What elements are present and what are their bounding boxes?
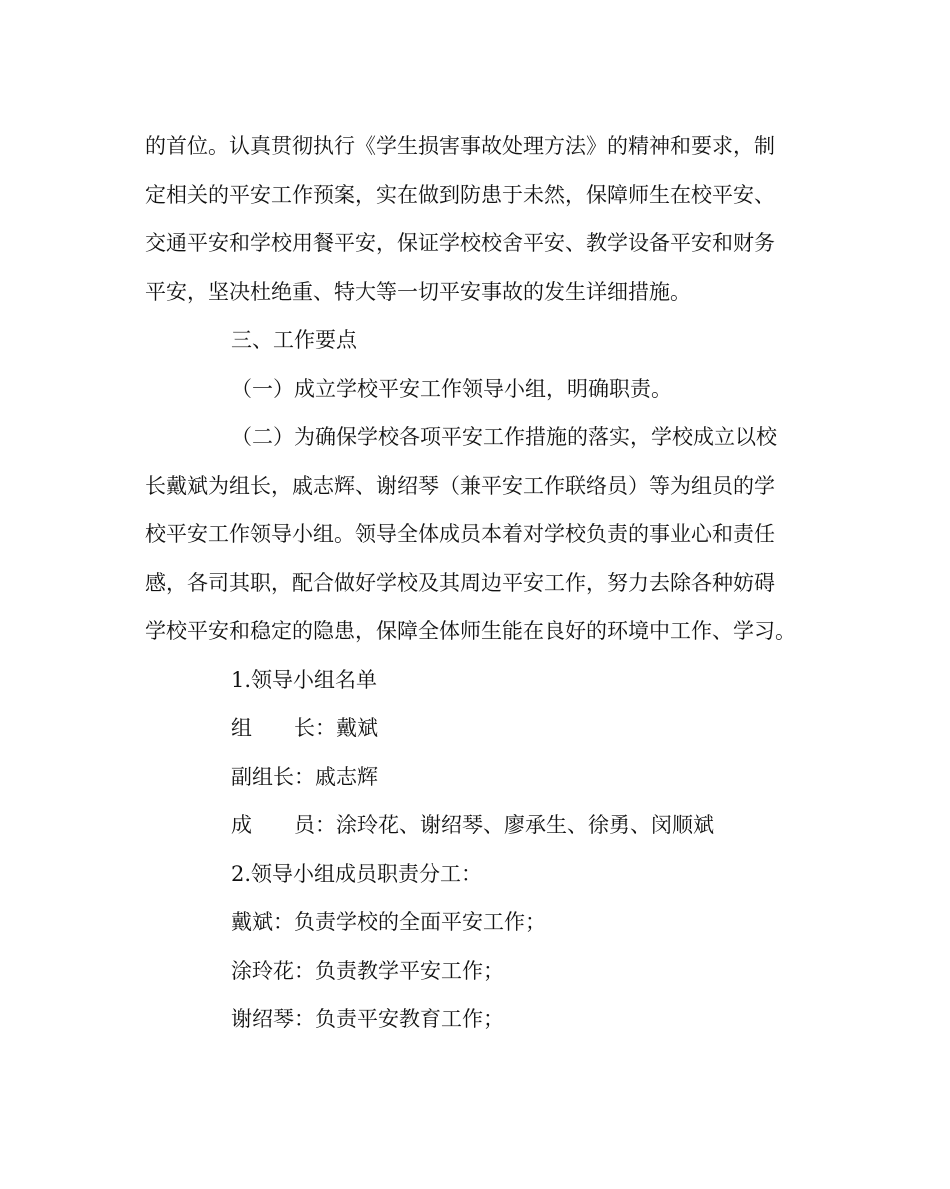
paragraph-line: 校平安工作领导小组。领导全体成员本着对学校负责的事业心和责任 [145,522,775,546]
list-item: 戴斌：负责学校的全面平安工作； [231,910,546,934]
paragraph-line: 学校平安和稳定的隐患，保障全体师生能在良好的环境中工作、学习。 [145,619,796,643]
paragraph-line: 定相关的平安工作预案，实在做到防患于未然，保障师生在校平安、 [145,182,775,207]
paragraph-line: （二）为确保学校各项平安工作措施的落实，学校成立以校 [231,425,777,449]
list-heading: 1.领导小组名单 [231,667,378,692]
section-heading: 三、工作要点 [231,328,357,352]
list-item: 谢绍琴：负责平安教育工作； [231,1007,504,1031]
subsection-heading: （一）成立学校平安工作领导小组，明确职责。 [231,376,672,401]
paragraph-line: 感，各司其职，配合做好学校及其周边平安工作，努力去除各种妨碍 [145,570,775,595]
paragraph-line: 平安，坚决杜绝重、特大等一切平安事故的发生详细措施。 [145,279,691,304]
list-heading: 2.领导小组成员职责分工： [231,861,483,886]
list-item: 成 员：涂玲花、谢绍琴、廖承生、徐勇、闵顺斌 [231,813,714,837]
list-item: 组 长：戴斌 [231,716,378,740]
list-item: 涂玲花：负责教学平安工作； [231,958,504,983]
list-item: 副组长：戚志辉 [231,764,378,789]
paragraph-line: 交通平安和学校用餐平安，保证学校校舍平安、教学设备平安和财务 [145,231,775,255]
paragraph-line: 长戴斌为组长，戚志辉、谢绍琴（兼平安工作联络员）等为组员的学 [145,473,775,498]
paragraph-line: 的首位。认真贯彻执行《学生损害事故处理方法》的精神和要求，制 [145,134,775,158]
document-body [145,122,815,1044]
